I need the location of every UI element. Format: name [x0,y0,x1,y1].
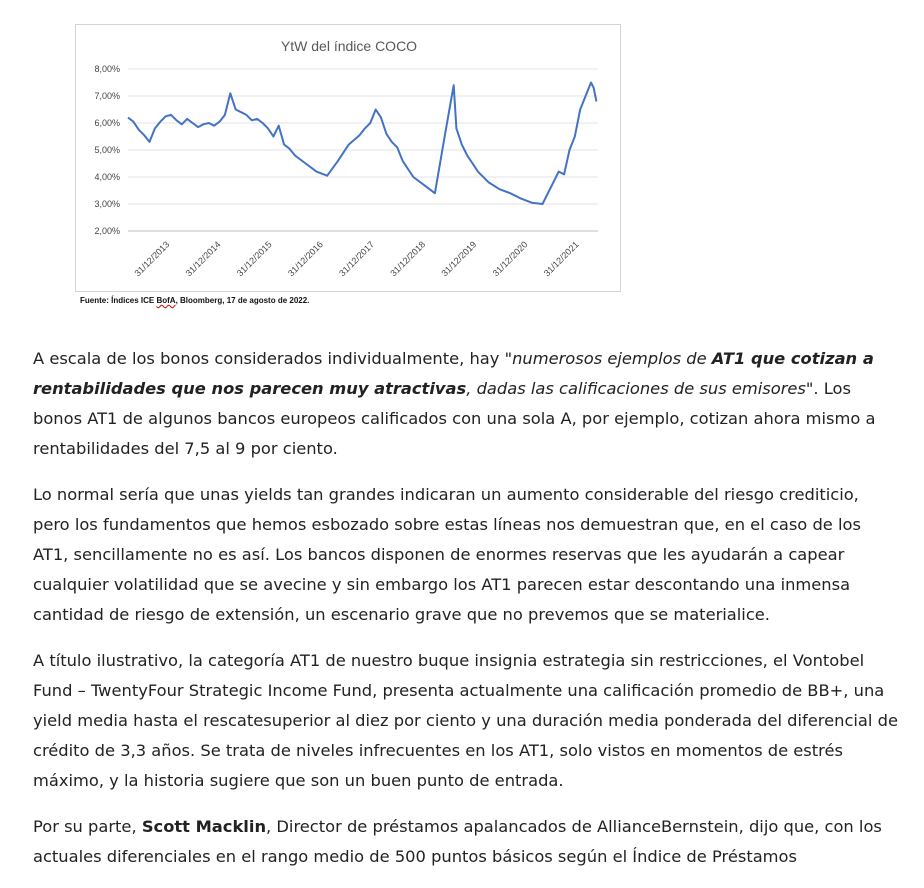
source-prefix: Fuente: Índices ICE [80,296,157,305]
p4-text-a: Por su parte, [33,817,142,836]
y-tick-label: 4,00% [94,172,120,182]
y-tick-label: 3,00% [94,199,120,209]
series-line-ytw [128,83,596,205]
chart-figure [75,24,621,292]
paragraph-1 [33,344,899,464]
p1-quote-bold: AT1 que cotizan a rentabilidades que nos parecen muy atractivas [33,349,874,398]
paragraph-2: Lo normal sería que unas yields tan grandes indicaran un aumento considerable del riesgo crediticio, pero los fundamentos que hemos esbozado sobre estas líneas nos demuestran que, en el caso de los AT1, sencillamente no es así. Los bancos disponen de enormes reservas que les ayudarán a capear cualquier volatilidad que se avecine y sin embargo los AT1 parecen estar descontando una inmensa cantidad de riesgo de extensión, un escenario grave que no prevemos que se materialice. [33,485,861,624]
paragraph-4 [33,812,899,872]
x-tick-label: 31/12/2015 [234,239,274,279]
x-tick-label: 31/12/2013 [132,239,172,279]
x-tick-label: 31/12/2014 [183,239,223,279]
article-body [33,344,899,888]
source-suffix: , Bloomberg, 17 de agosto de 2022. [175,296,310,305]
y-tick-label: 5,00% [94,145,120,155]
p1-text-a: A escala de los bonos considerados individualmente, hay " [33,349,513,368]
p1-text-b: . Los bonos AT1 de algunos bancos europeos calificados con una sola A, por ejemplo, cotizan ahora mismo a rentabilidades del 7,5 al 9 por ciento. [33,379,876,458]
yield-chart [76,25,622,293]
x-tick-label: 31/12/2020 [490,239,530,279]
p4-text-b: , Director de préstamos apalancados de AllianceBernstein, dijo que, con los actuales diferenciales en el rango medio de 500 puntos básicos según el Índice de Préstamos [33,817,882,866]
x-tick-label: 31/12/2019 [439,239,479,279]
p4-name-bold: Scott Macklin [141,817,267,836]
chart-title: YtW del índice COCO [280,38,418,54]
figure-source [80,296,309,305]
source-bofa: BofA [156,296,176,305]
y-tick-label: 7,00% [94,91,120,101]
x-tick-label: 31/12/2016 [285,239,325,279]
y-tick-label: 6,00% [94,118,120,128]
p1-quote-b: , dadas las calificaciones de sus emisores" [466,379,814,398]
p1-quote-a: numerosos ejemplos de [512,349,712,368]
y-tick-label: 2,00% [94,226,120,236]
x-tick-label: 31/12/2018 [388,239,428,279]
x-tick-label: 31/12/2017 [337,239,377,279]
paragraph-3: A título ilustrativo, la categoría AT1 de nuestro buque insignia estrategia sin restricciones, el Vontobel Fund – TwentyFour Strategic Income Fund, presenta actualmente una calificación promedio de BB+, una yield media hasta el rescatesuperior al diez por ciento y una duración media ponderada del diferencial de crédito de 3,3 años. Se trata de niveles infrecuentes en los AT1, solo vistos en momentos de estrés máximo, y la historia sugiere que son un buen punto de entrada. [33,651,898,790]
x-tick-label: 31/12/2021 [541,239,581,279]
y-tick-label: 8,00% [94,64,120,74]
